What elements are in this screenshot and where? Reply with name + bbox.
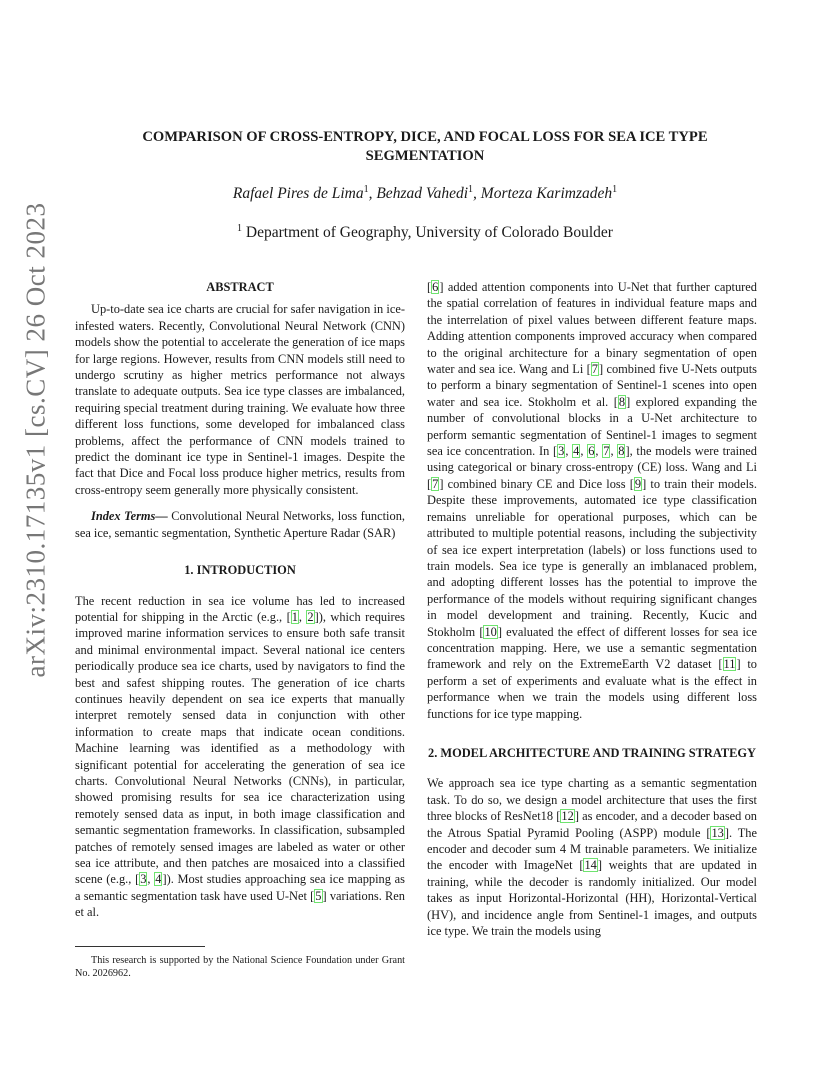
citation-link[interactable]: 7: [432, 476, 439, 491]
author-list: Rafael Pires de Lima$^1$, Behzad Vahedi$^1$, Morteza Karimzadeh$^1$: [232, 183, 618, 202]
citation-link[interactable]: 2: [307, 609, 314, 624]
citation-link[interactable]: 4: [155, 872, 162, 887]
text-run: ] to train their models. Despite these improvements, automated ice type classification remains unreliable for operational purposes, which can be attributed to multiple potential reasons, including the subjectivity of sea ice expert interpretation (labels) or loss functions used to train models. Sea ice type is generally an imblanaced problem, and adopting different losses has the potential to improve the performance of the models without requiring significant changes in model development and training. Recently, Kucic and Stokholm [: [427, 476, 757, 639]
left-column: [75, 279, 405, 921]
title-line-1: COMPARISON OF CROSS-ENTROPY, DICE, AND FOCAL LOSS FOR SEA ICE TYPE: [142, 129, 708, 145]
text-run: ,: [580, 444, 588, 459]
arxiv-stamp: arXiv:2310.17135v1 [cs.CV] 26 Oct 2023: [20, 202, 51, 678]
citation-link[interactable]: 11: [723, 657, 736, 672]
citation-link[interactable]: 4: [573, 444, 580, 459]
abstract-text: Up-to-date sea ice charts are crucial for safer navigation in ice-infested waters. Recently, Convolutional Neural Network (CNN) models show the potential to accelerate the generation of ice maps for large regions. However, results from CNN models still need to undergo scrutiny as higher metrics performance not always translate to adequate outputs. Sea ice type classes are imbalanced, requiring special treatment during training. We evaluate how three different loss functions, some developed for imbalanced class problems, affect the performance of CNN models trained to predict the dominant ice type in Sentinel-1 images. Despite the fact that Dice and Focal loss produce higher metrics, results from cross-entropy seem generally more physically consistent.: [75, 302, 405, 497]
citation-link[interactable]: 1: [291, 609, 298, 624]
citation-link[interactable]: 8: [618, 444, 625, 459]
intro-paragraph-continued: [427, 279, 757, 722]
right-column: [427, 279, 757, 939]
author-affil-mark: 1: [468, 183, 474, 195]
text-run: [: [427, 280, 432, 294]
section-heading-introduction: 1. INTRODUCTION: [184, 563, 296, 578]
text-run: ]. The encoder and decoder sum 4 M trainable parameters. We initialize the encoder with ImageNet [: [427, 825, 757, 873]
citation-link[interactable]: 6: [432, 280, 439, 294]
text-run: The recent reduction in sea ice volume has led to increased potential for shipping in the Arctic (e.g., [: [75, 593, 405, 624]
text-run: ] evaluated the effect of different losses for sea ice concentration mapping. Here, we use a semantic segmentation framework and rely on the ExtremeEarth V2 dataset [: [427, 624, 757, 672]
author-name: Behzad Vahedi: [376, 185, 469, 202]
affiliation: [90, 224, 760, 242]
citation-link[interactable]: 9: [634, 476, 642, 491]
affiliation-mark: 1: [237, 222, 243, 234]
citation-link[interactable]: 7: [591, 362, 598, 377]
citation-link[interactable]: 5: [315, 888, 322, 903]
citation-link[interactable]: 3: [140, 872, 147, 887]
footnote: This research is supported by the National Science Foundation under Grant No. 2026962.: [75, 955, 405, 979]
section-heading-model: 2. MODEL ARCHITECTURE AND TRAINING STRATEGY: [428, 745, 756, 760]
text-run: ] combined binary CE and Dice loss [: [439, 476, 634, 491]
citation-link[interactable]: 13: [711, 825, 724, 840]
text-run: ,: [595, 444, 603, 459]
text-run: ,: [610, 444, 618, 459]
abstract-heading: ABSTRACT: [206, 280, 274, 294]
author-name: Rafael Pires de Lima: [232, 185, 364, 202]
text-run: ,: [565, 444, 573, 459]
text-run: ] explored expanding the number of convolutional blocks in a U-Net architecture to perform semantic segmentation of Sentinel-1 images to segment sea ice concentration. In [: [427, 394, 757, 459]
index-terms-label: Index Terms—: [91, 509, 168, 524]
text-run: ] added attention components into U-Net that further captured the spatial correlation of features in individual feature maps and the interrelation of pixel values between different feature maps. Adding attention components improved accuracy when compared to the original architecture for a binary segmentation of open water and sea ice. Wang and Li [: [427, 280, 757, 377]
text-run: ] combined five U-Nets outputs to perform a binary segmentation of Sentinel-1 scenes into open water and sea ice. Stokholm et al. [: [427, 362, 757, 409]
text-run: ,: [147, 872, 155, 887]
footnote-rule: [75, 946, 205, 947]
author-name: Morteza Karimzadeh: [480, 185, 613, 202]
text-run: ]). Most studies approaching sea ice mapping as a semantic segmentation task have used U-Net [: [75, 872, 405, 903]
text-run: ] weights that are updated in training, while the decoder is randomly initialized. Our model takes as input Horizontal-Horizontal (HH), Horizontal-Vertical (HV), and incidence angle from Sentinel-1 images, and outputs ice type. We train the models using: [427, 858, 757, 939]
text-run: We approach sea ice type charting as a semantic segmentation task. To do so, we design a model architecture that uses the first three blocks of ResNet18 [: [427, 776, 757, 824]
title-line-2: SEGMENTATION: [365, 148, 485, 164]
text-run: ] as encoder, and a decoder based on the Atrous Spatial Pyramid Pooling (ASPP) module [: [427, 809, 757, 840]
citation-link[interactable]: 12: [561, 809, 574, 824]
intro-paragraph: [75, 593, 405, 921]
author-affil-mark: 1: [612, 183, 618, 195]
citation-link[interactable]: 10: [484, 624, 497, 639]
citation-link[interactable]: 8: [618, 394, 626, 409]
model-paragraph: [427, 775, 757, 939]
author-affil-mark: 1: [363, 183, 369, 195]
citation-link[interactable]: 14: [584, 858, 597, 873]
text-run: ], the models were trained using categorical or binary cross-entropy (CE) loss. Wang and Li [: [427, 444, 757, 491]
citation-link[interactable]: 3: [558, 444, 565, 459]
index-terms-text: Convolutional Neural Networks, loss function, sea ice, semantic segmentation, Synthetic Aperture Radar (SAR): [75, 509, 405, 540]
index-terms: [75, 508, 405, 541]
citation-link[interactable]: 7: [603, 444, 610, 459]
paper-title: [90, 128, 760, 166]
text-run: ] to perform a set of experiments and evaluate what is the effect in performance when we train the models using different loss functions for ice type mapping.: [427, 657, 757, 721]
affiliation-text: Department of Geography, University of Colorado Boulder: [242, 224, 613, 241]
text-run: ,: [298, 609, 307, 624]
text-run: ]), which requires improved marine information services to ensure both safe transit and minimal environmental impact. Several national ice centers periodically produce sea ice charts, used by navigators to find the best and safest shipping routes. The generation of ice charts continues heavily dependent on sea ice experts that manually interpret remotely sensed data in conjunction with other information to create maps that indicate ocean conditions. Machine learning was identified as a methodology with significant potential for accelerating the generation of sea ice charts. Convolutional Neural Networks (CNNs), in particular, showed promising results for sea ice characterization using remotely sensed data as input, in both image classification and semantic segmentation frameworks. In classification, subsampled patches of remotely sensed images are labeled as water or other sea ice attribute, and then patches are mosaiced into a classified scene (e.g., [: [75, 609, 405, 887]
citation-link[interactable]: 6: [588, 444, 595, 459]
text-run: ] variations. Ren et al.: [75, 888, 405, 920]
